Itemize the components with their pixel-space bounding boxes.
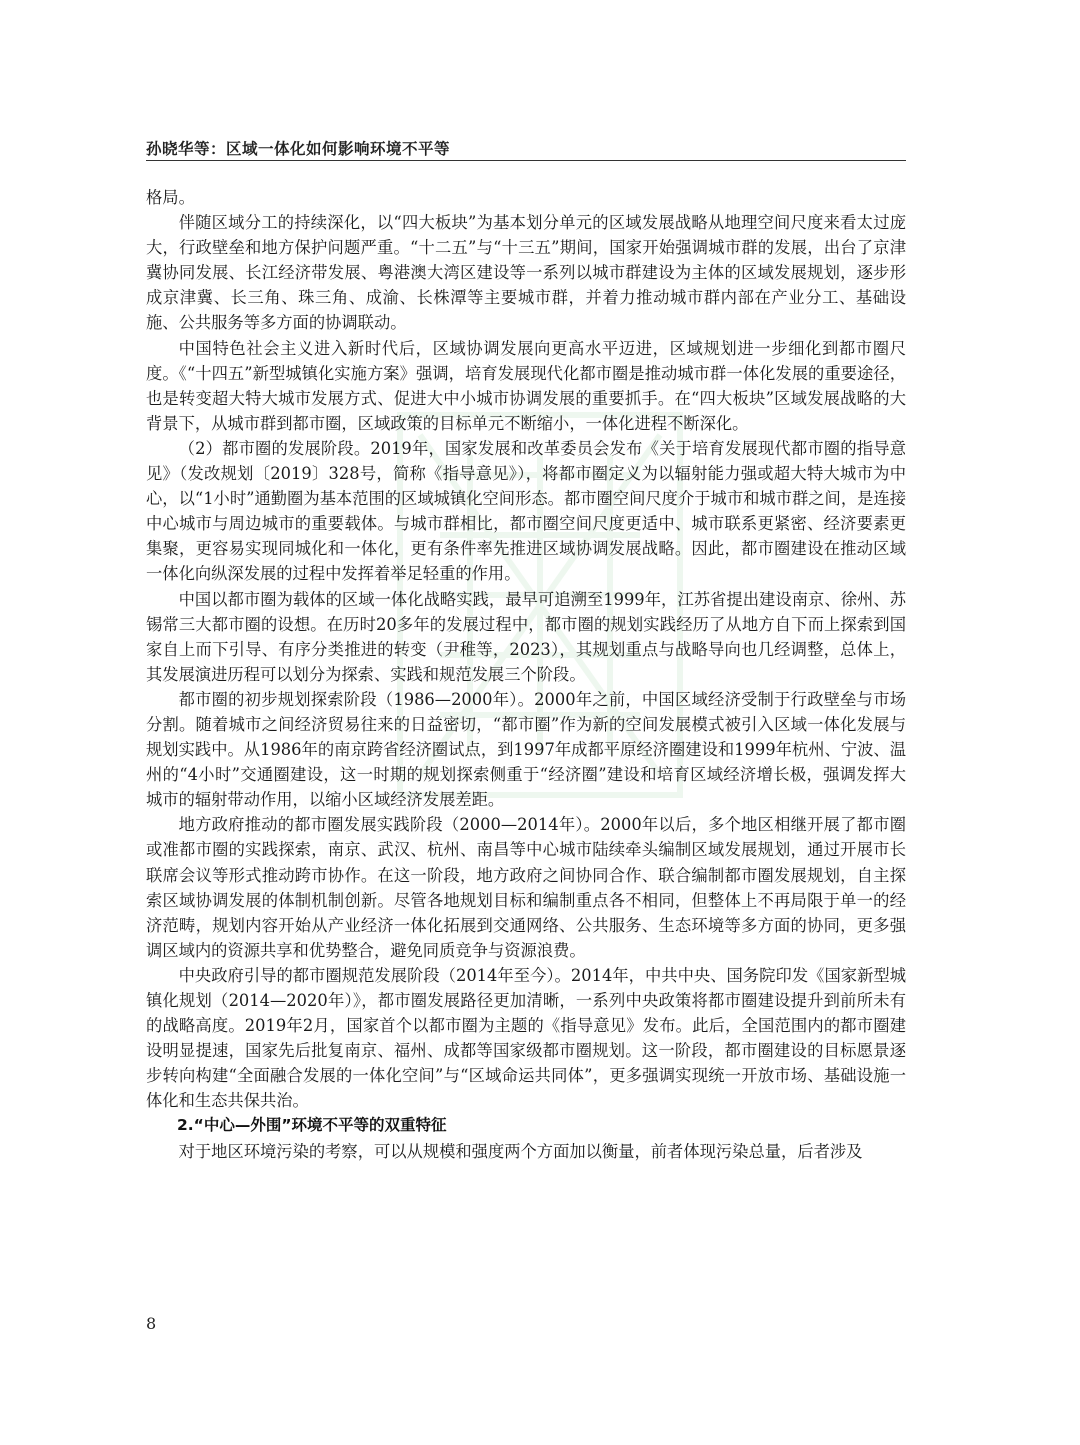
section-heading: 2.“中心—外围”环境不平等的双重特征 xyxy=(177,1116,447,1135)
running-header: 孙晓华等：区域一体化如何影响环境不平等 xyxy=(146,140,451,158)
paragraph: 地方政府推动的都市圈发展实践阶段（2000—2014年）。2000年以后，多个地区相继开展了都市圈或准都市圈的实践探索，南京、武汉、杭州、南昌等中心城市陆续牵头编制区域发展规划，通过开展市长联席会议等形式推动跨市协作。在这一阶段，地方政府之间协同合作、联合编制都市圈发展规划，自主探索区域协调发展的体制机制创新。尽管各地规划目标和编制重点各不相同，但整体上不再局限于单一的经济范畴，规划内容开始从产业经济一体化拓展到交通网络、公共服务、生态环境等多方面的协同，更多强调区域内的资源共享和优势整合，避免同质竞争与资源浪费。 xyxy=(146,815,906,960)
paragraph: 都市圈的初步规划探索阶段（1986—2000年）。2000年之前，中国区域经济受制于行政壁垒与市场分割。随着城市之间经济贸易往来的日益密切，“都市圈”作为新的空间发展模式被引入区域一体化发展与规划实践中。从1986年的南京跨省经济圈试点，到1997年成都平原经济圈建设和1999年杭州、宁波、温州的“4小时”交通圈建设，这一时期的规划探索侧重于“经济圈”建设和培育区域经济增长极，强调发挥大城市的辐射带动作用，以缩小区域经济发展差距。 xyxy=(146,689,906,810)
paragraph: 中国特色社会主义进入新时代后，区域协调发展向更高水平迈进，区域规划进一步细化到都市圈尺度。《“十四五”新型城镇化实施方案》强调，培育发展现代化都市圈是推动城市群一体化发展的重要途径，也是转变超大特大城市发展方式、促进大中小城市协调发展的重要抓手。在“四大板块”区域发展战略的大背景下，从城市群到都市圈，区域政策的目标单元不断缩小，一体化进程不断深化。 xyxy=(146,338,906,433)
paragraph: 中央政府引导的都市圈规范发展阶段（2014年至今）。2014年，中共中央、国务院印发《国家新型城镇化规划（2014—2020年）》，都市圈发展路径更加清晰，一系列中央政策将都市圈建设提升到前所未有的战略高度。2019年2月，国家首个以都市圈为主题的《指导意见》发布。此后，全国范围内的都市圈建设明显提速，国家先后批复南京、福州、成都等国家级都市圈规划。这一阶段，都市圈建设的目标愿景逐步转向构建“全面融合发展的一体化空间”与“区域命运共同体”，更多强调实现统一开放市场、基础设施一体化和生态共保共治。 xyxy=(146,965,906,1111)
paragraph: 对于地区环境污染的考察，可以从规模和强度两个方面加以衡量，前者体现污染总量，后者涉及 xyxy=(178,1141,863,1161)
paragraph: 中国以都市圈为载体的区域一体化战略实践，最早可追溯至1999年，江苏省提出建设南京、徐州、苏锡常三大都市圈的设想。在历时20多年的发展过程中，都市圈的规划实践经历了从地方自下而上探索到国家自上而下引导、有序分类推进的转变（尹稚等，2023），其规划重点与战略导向也几经调整，总体上，其发展演进历程可以划分为探索、实践和规范发展三个阶段。 xyxy=(146,589,906,684)
paragraph: （2）都市圈的发展阶段。2019年，国家发展和改革委员会发布《关于培育发展现代都市圈的指导意见》（发改规划〔2019〕328号，简称《指导意见》），将都市圈定义为以辐射能力强或超大特大城市为中心，以“1小时”通勤圈为基本范围的区域城镇化空间形态。都市圈空间尺度介于城市和城市群之间，是连接中心城市与周边城市的重要载体。与城市群相比，都市圈空间尺度更适中、城市联系更紧密、经济要素更集聚，更容易实现同城化和一体化，更有条件率先推进区域协调发展战略。因此，都市圈建设在推动区域一体化向纵深发展的过程中发挥着举足轻重的作用。 xyxy=(146,438,906,584)
page-number: 8 xyxy=(146,1314,157,1333)
paragraph-continuation: 格局。 xyxy=(146,188,195,207)
body-text xyxy=(146,185,906,1164)
header-rule xyxy=(146,160,906,161)
paragraph: 伴随区域分工的持续深化，以“四大板块”为基本划分单元的区域发展战略从地理空间尺度来看太过庞大，行政壁垒和地方保护问题严重。“十二五”与“十三五”期间，国家开始强调城市群的发展，出台了京津冀协同发展、长江经济带发展、粤港澳大湾区建设等一系列以城市群建设为主体的区域发展规划，逐步形成京津冀、长三角、珠三角、成渝、长株潭等主要城市群，并着力推动城市群内部在产业分工、基础设施、公共服务等多方面的协调联动。 xyxy=(146,213,906,333)
